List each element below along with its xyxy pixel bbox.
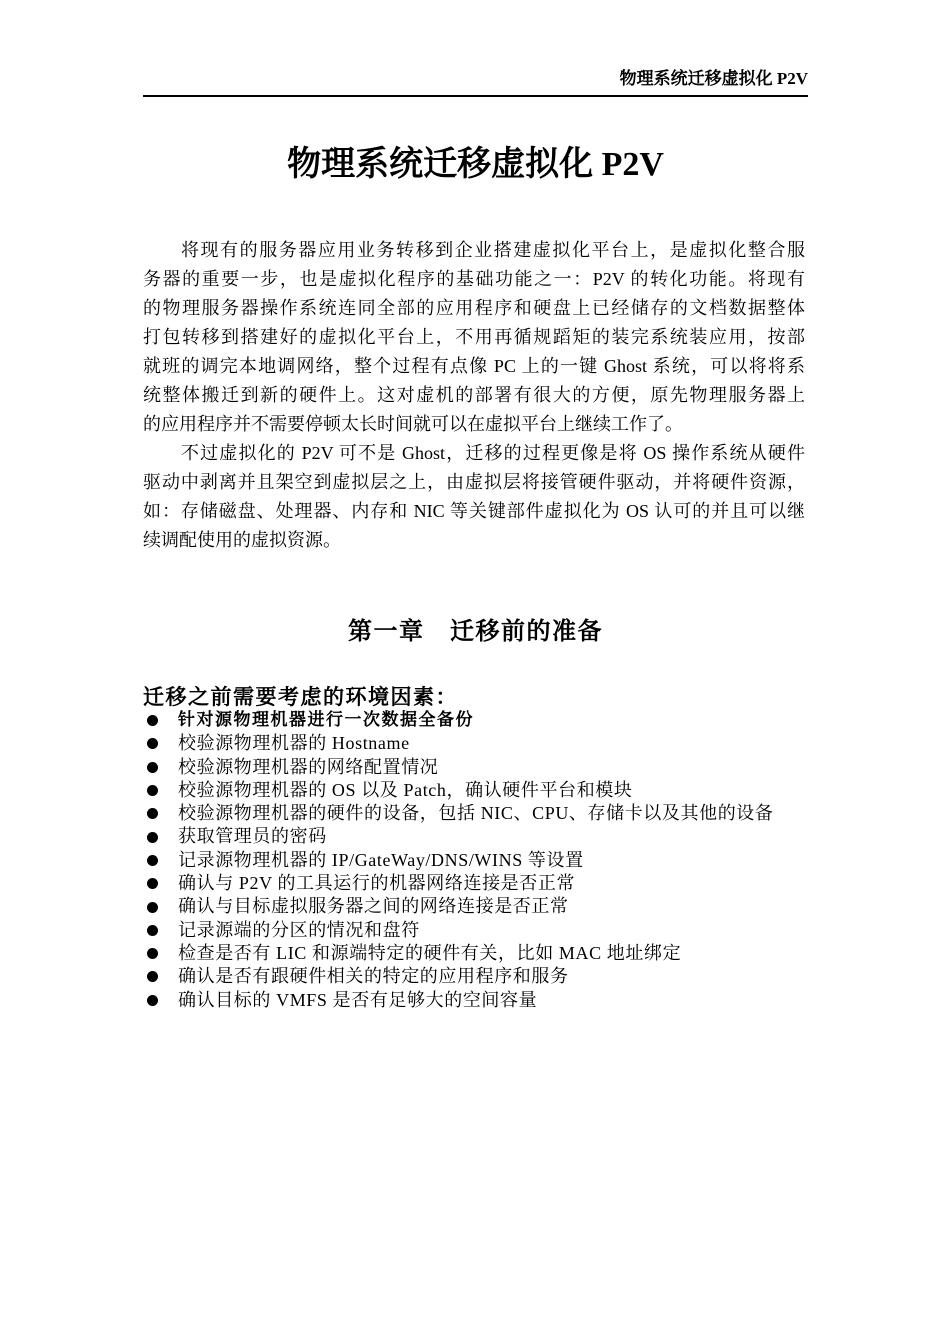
bullet-icon (147, 785, 158, 796)
paragraph-line: 驱动中剥离并且架空到虚拟层之上，由虚拟层将接管硬件驱动，并将硬件资源， (143, 472, 805, 492)
checklist-item (143, 825, 808, 848)
running-header: 物理系统迁移虚拟化 P2V (619, 69, 808, 88)
checklist-item-text: 检查是否有 LIC 和源端特定的硬件有关，比如 MAC 地址绑定 (178, 942, 682, 963)
paragraph-line: 统整体搬迁到新的硬件上。这对虚机的部署有很大的方便，原先物理服务器上 (143, 385, 805, 405)
paragraph-line: 的应用程序并不需要停顿太长时间就可以在虚拟平台上继续工作了。 (143, 414, 683, 434)
paragraph-line: 打包转移到搭建好的虚拟化平台上，不用再循规蹈矩的装完系统装应用，按部 (143, 327, 805, 347)
checklist-item (143, 895, 808, 918)
paragraph-line: 务器的重要一步，也是虚拟化程序的基础功能之一：P2V 的转化功能。将现有 (143, 269, 805, 289)
bullet-icon (147, 878, 158, 889)
paragraph-line: 如：存储磁盘、处理器、内存和 NIC 等关键部件虚拟化为 OS 认可的并且可以继 (143, 501, 805, 521)
checklist-item-text: 记录源物理机器的 IP/GateWay/DNS/WINS 等设置 (178, 849, 584, 870)
bullet-icon (147, 925, 158, 936)
checklist-item (143, 942, 808, 965)
migration-checklist (143, 709, 808, 1012)
checklist-item-text: 确认与 P2V 的工具运行的机器网络连接是否正常 (178, 873, 576, 894)
bullet-icon (147, 971, 158, 982)
checklist-item (143, 709, 808, 732)
paragraph-line: 的物理服务器操作系统连同全部的应用程序和硬盘上已经储存的文档数据整体 (143, 298, 805, 318)
paragraph-line: 不过虚拟化的 P2V 可不是 Ghost，迁移的过程更像是将 OS 操作系统从硬件 (181, 443, 805, 463)
checklist-item (143, 732, 808, 755)
checklist-item (143, 849, 808, 872)
chapter-heading: 第一章 迁移前的准备 (348, 617, 603, 645)
paragraph-line: 续调配使用的虚拟资源。 (143, 530, 341, 550)
bullet-icon (147, 948, 158, 959)
section-heading: 迁移之前需要考虑的环境因素： (143, 685, 458, 709)
bullet-icon (147, 902, 158, 913)
checklist-item-text: 确认是否有跟硬件相关的特定的应用程序和服务 (178, 966, 569, 987)
checklist-item (143, 919, 808, 942)
checklist-item-text: 校验源物理机器的硬件的设备，包括 NIC、CPU、存储卡以及其他的设备 (178, 803, 774, 824)
document-title: 物理系统迁移虚拟化 P2V (287, 146, 664, 183)
intro-section (143, 236, 805, 555)
checklist-item (143, 965, 808, 988)
bullet-icon (147, 715, 158, 726)
checklist-item (143, 756, 808, 779)
intro-paragraph-1 (143, 236, 805, 439)
checklist-item-text: 校验源物理机器的 OS 以及 Patch，确认硬件平台和模块 (178, 779, 633, 800)
checklist-item-text: 记录源端的分区的情况和盘符 (178, 919, 420, 940)
checklist-item-text: 确认目标的 VMFS 是否有足够大的空间容量 (178, 989, 538, 1010)
bullet-icon (147, 832, 158, 843)
checklist-item-text: 针对源物理机器进行一次数据全备份 (178, 710, 474, 730)
bullet-icon (147, 762, 158, 773)
bullet-icon (147, 855, 158, 866)
checklist-item (143, 779, 808, 802)
checklist-item-text: 校验源物理机器的网络配置情况 (178, 756, 439, 777)
checklist-item-text: 校验源物理机器的 Hostname (178, 733, 410, 754)
checklist-item (143, 989, 808, 1012)
paragraph-line: 就班的调完本地调网络，整个过程有点像 PC 上的一键 Ghost 系统，可以将将系 (143, 356, 805, 376)
bullet-icon (147, 738, 158, 749)
bullet-icon (147, 995, 158, 1006)
bullet-icon (147, 808, 158, 819)
header-divider (143, 95, 808, 97)
checklist-item-text: 确认与目标虚拟服务器之间的网络连接是否正常 (178, 896, 569, 917)
paragraph-line: 将现有的服务器应用业务转移到企业搭建虚拟化平台上，是虚拟化整合服 (181, 240, 805, 260)
checklist-item (143, 872, 808, 895)
checklist-item (143, 802, 808, 825)
intro-paragraph-2 (143, 439, 805, 555)
checklist-item-text: 获取管理员的密码 (178, 826, 327, 847)
